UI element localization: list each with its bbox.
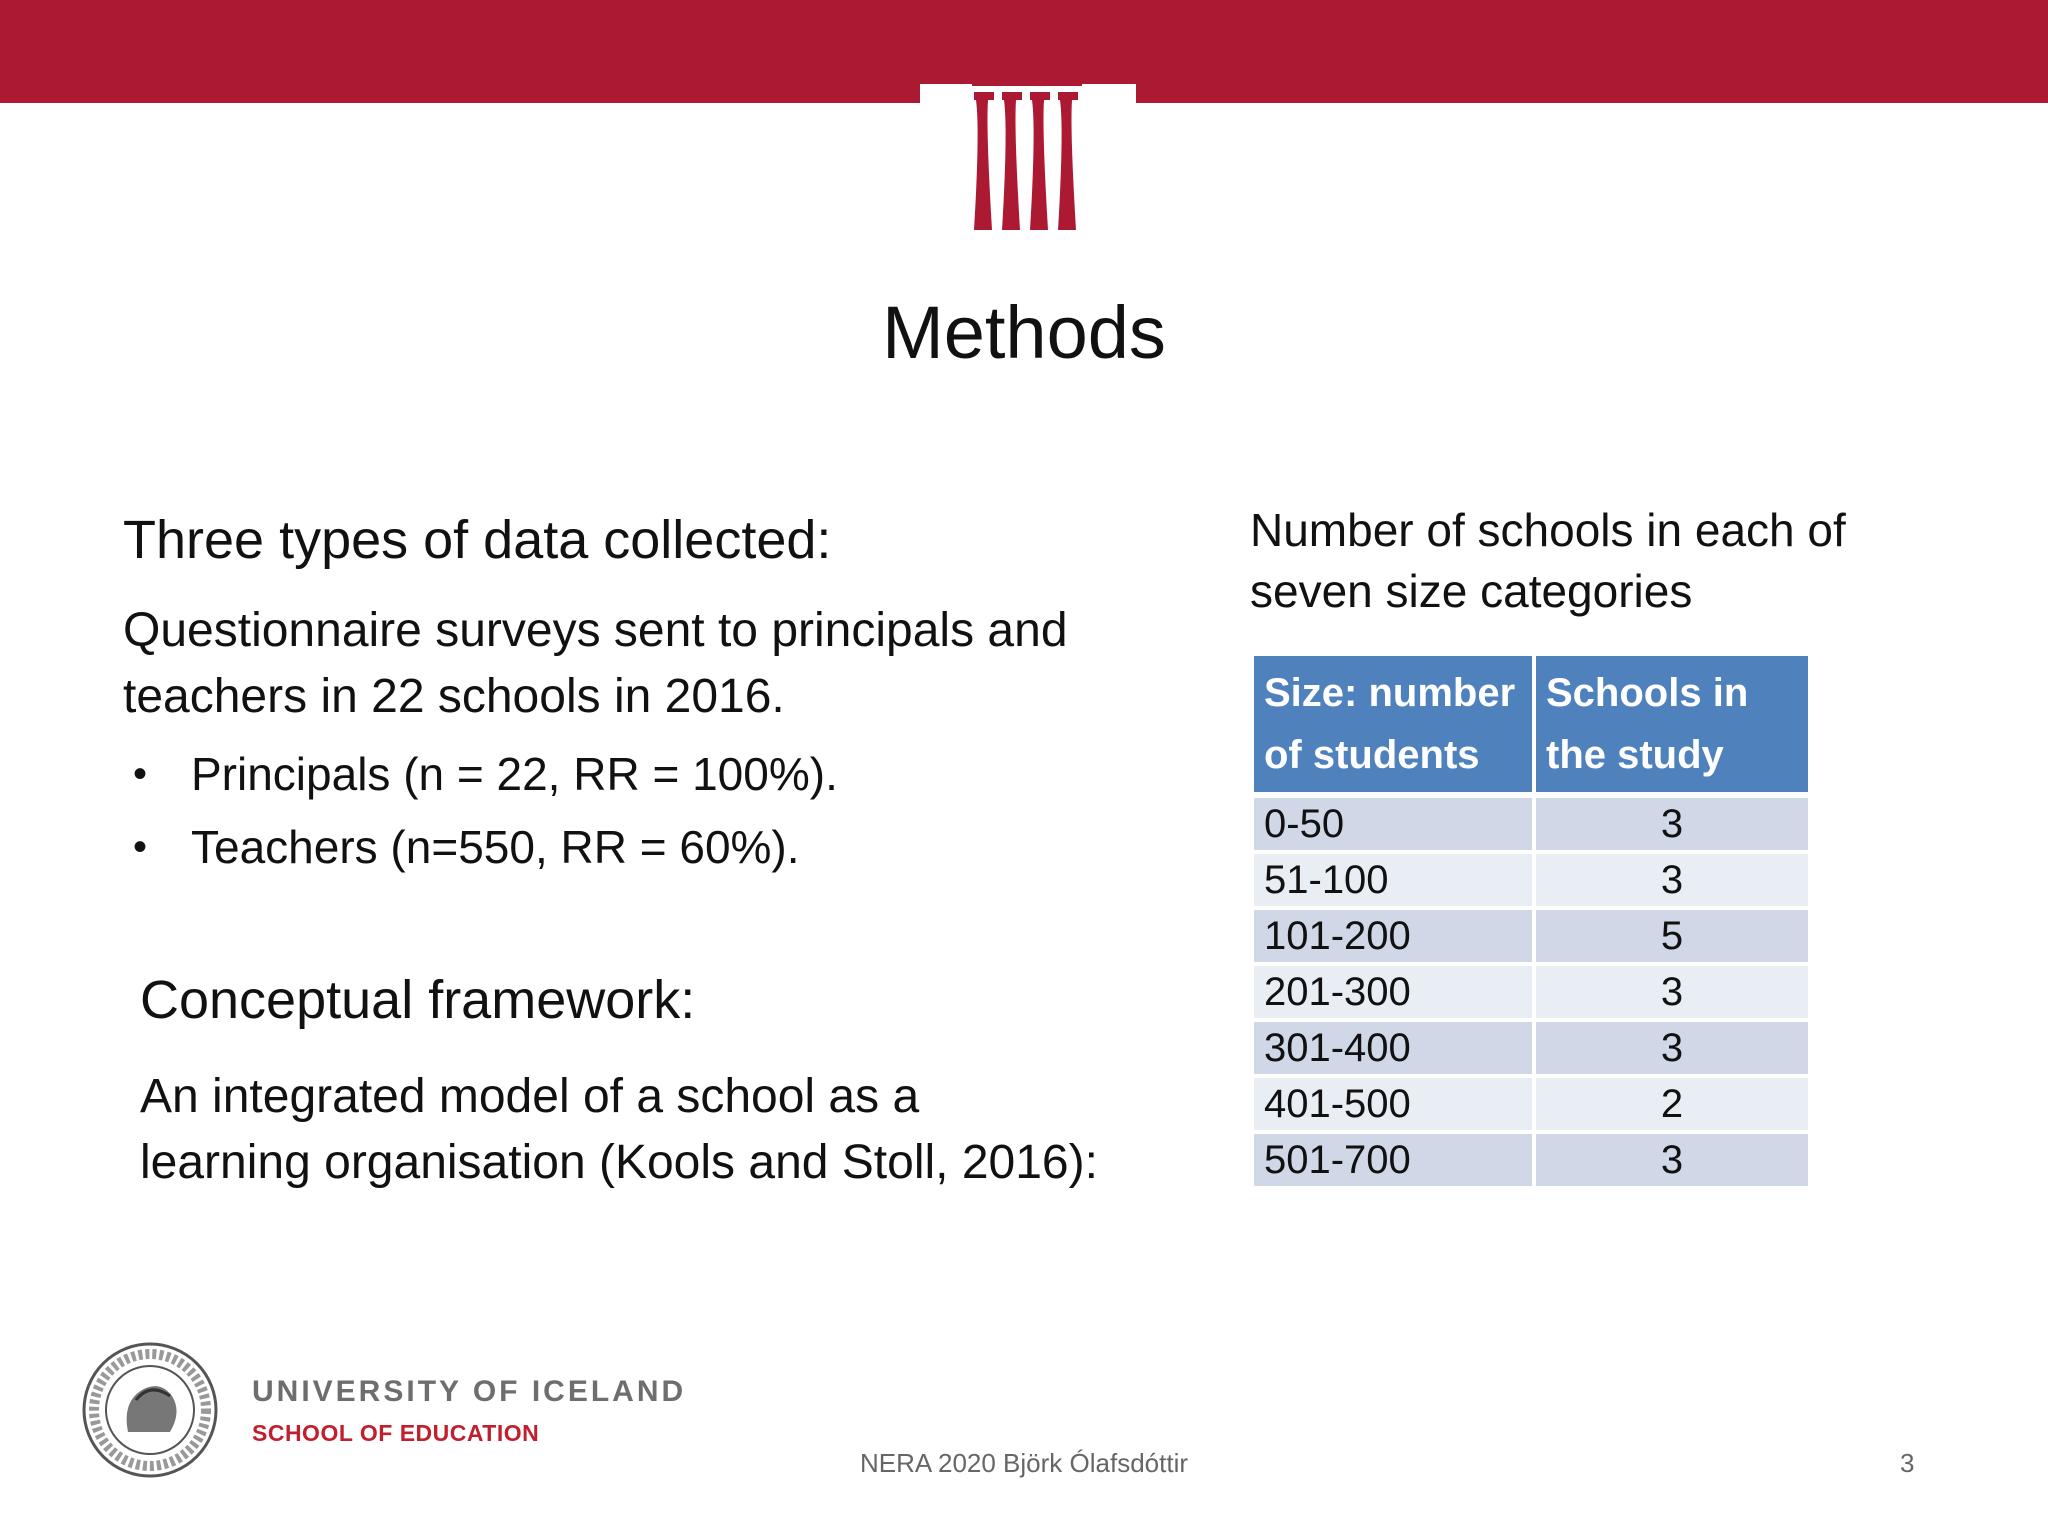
framework-section [140, 960, 1100, 1196]
survey-paragraph: Questionnaire surveys sent to principals and teachers in 22 schools in 2016. [123, 604, 1068, 723]
slide-title: Methods [882, 291, 1166, 374]
table-row: 501-700 3 [1254, 1132, 1808, 1188]
table-row: 0-50 3 [1254, 795, 1808, 852]
data-collected-section [123, 500, 1143, 884]
table-row: 201-300 3 [1254, 964, 1808, 1020]
schools-column-header: Schools in the study [1534, 656, 1808, 795]
table-row: 51-100 3 [1254, 852, 1808, 908]
list-item: • Principals (n = 22, RR = 100%). [123, 738, 1143, 811]
page-number: 3 [1900, 1448, 1915, 1478]
table-row: 101-200 5 [1254, 908, 1808, 964]
size-column-header: Size: number of students [1254, 656, 1534, 795]
footer-text: NERA 2020 Björk Ólafsdóttir [859, 1448, 1189, 1478]
data-types-heading: Three types of data collected: [123, 510, 832, 570]
list-item: • Teachers (n=550, RR = 60%). [123, 811, 1143, 884]
table-row: 301-400 3 [1254, 1020, 1808, 1076]
bullet-icon: • [133, 752, 148, 796]
bullet-icon: • [133, 825, 148, 869]
university-name: UNIVERSITY OF ICELAND [252, 1375, 687, 1408]
school-name: SCHOOL OF EDUCATION [252, 1420, 540, 1446]
university-columns-logo-icon [972, 64, 1082, 230]
framework-heading: Conceptual framework: [140, 970, 696, 1030]
table-header-row [1254, 656, 1808, 795]
framework-text: An integrated model of a school as a learning organisation (Kools and Stoll, 2016): [140, 1070, 1098, 1189]
table-caption: Number of schools in each of seven size categories [1250, 504, 1846, 617]
respondent-list [123, 738, 1143, 884]
school-size-table [1254, 656, 1808, 1190]
table-row: 401-500 2 [1254, 1076, 1808, 1132]
university-seal-icon [80, 1340, 220, 1480]
